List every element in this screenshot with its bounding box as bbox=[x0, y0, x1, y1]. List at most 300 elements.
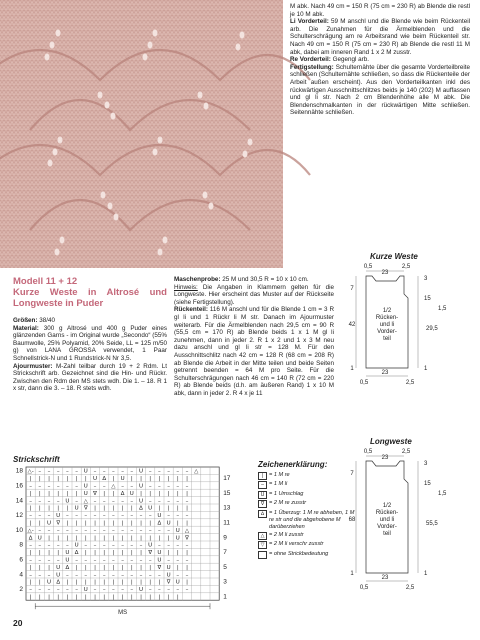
dim-right-c: 1,5 bbox=[438, 306, 447, 312]
chart-cell-symbol: – bbox=[185, 468, 189, 475]
schematic-center-label: Rücken- bbox=[375, 315, 399, 321]
probe-label: Maschenprobe: bbox=[174, 276, 221, 283]
chart-cell-symbol: | bbox=[66, 520, 69, 527]
chart-cell-symbol: – bbox=[158, 498, 161, 505]
chart-cell-symbol: ∇ bbox=[148, 550, 153, 557]
chart-cell-symbol: U bbox=[74, 542, 79, 549]
chart-cell-symbol: – bbox=[93, 483, 97, 490]
chart-cell-symbol: – bbox=[102, 498, 106, 505]
chart-cell-symbol: – bbox=[158, 572, 161, 579]
chart-cell-symbol: – bbox=[93, 542, 97, 549]
dim-bot-mid: 23 bbox=[381, 370, 389, 376]
chart-cell-symbol: | bbox=[112, 564, 115, 571]
chart-cell-symbol: | bbox=[94, 505, 96, 512]
chart-cell-symbol: – bbox=[47, 513, 51, 520]
chart-row-number-right: 17 bbox=[223, 475, 231, 483]
chart-cell-symbol: – bbox=[185, 587, 189, 594]
chart-cell-symbol: | bbox=[167, 505, 170, 512]
chart-cell-symbol: | bbox=[66, 476, 69, 483]
chart-cell-symbol: U bbox=[46, 579, 52, 586]
chart-cell-symbol: – bbox=[102, 542, 106, 549]
chart-cell-symbol: | bbox=[158, 505, 161, 512]
chart-cell-symbol: – bbox=[84, 572, 88, 579]
chart-cell-symbol: – bbox=[139, 527, 143, 534]
chart-cell-symbol: – bbox=[167, 513, 170, 520]
chart-cell-symbol: | bbox=[75, 520, 78, 527]
chart-cell-symbol: | bbox=[84, 564, 87, 571]
dim-top-right: 2,5 bbox=[401, 264, 411, 270]
para-hinweis bbox=[174, 284, 334, 307]
chart-cell-symbol: | bbox=[66, 490, 69, 497]
chart-cell-symbol: – bbox=[130, 587, 134, 594]
chart-cell-symbol: | bbox=[48, 550, 50, 557]
chart-row-number-right: 1 bbox=[223, 593, 227, 601]
dim-bot-right: 1 bbox=[424, 571, 428, 577]
chart-cell-symbol: | bbox=[130, 520, 133, 527]
para-rueckenteil bbox=[174, 306, 334, 397]
chart-cell-symbol: | bbox=[149, 535, 152, 542]
chart-cell-symbol: – bbox=[112, 542, 115, 549]
chart-cell-symbol: – bbox=[167, 498, 170, 505]
hinweis-text: Die Angaben in Klammern gelten für die Longweste. Hier erscheint das Muster auf der Rückseite (siehe Fertigstellung). bbox=[174, 283, 334, 306]
chart-cell-symbol: – bbox=[38, 468, 42, 475]
dim-right-b: 15 bbox=[424, 296, 431, 302]
schematic-kurze-weste-title: Kurze Weste bbox=[370, 252, 418, 261]
chart-cell-symbol: | bbox=[130, 476, 133, 483]
dim-right-c: 1,5 bbox=[438, 491, 447, 497]
chart-cell-symbol: U bbox=[46, 520, 52, 527]
schematic-center-label: 1/2 bbox=[382, 308, 392, 314]
chart-cell-symbol: – bbox=[102, 587, 106, 594]
chart-cell-symbol: – bbox=[158, 542, 161, 549]
chart-cell-symbol: | bbox=[48, 476, 50, 483]
chart-cell-symbol: | bbox=[48, 490, 50, 497]
chart-row-number-right: 3 bbox=[223, 578, 227, 586]
right-top-text bbox=[290, 3, 470, 117]
legend-symbol: ∆ bbox=[258, 510, 267, 518]
chart-cell-symbol: | bbox=[121, 550, 124, 557]
chart-cell-symbol: – bbox=[130, 498, 134, 505]
chart-cell-symbol: – bbox=[29, 542, 32, 549]
chart-cell-symbol: – bbox=[112, 527, 115, 534]
fertigstellung-label: Fertigstellung: bbox=[290, 63, 334, 71]
chart-cell-symbol: | bbox=[29, 564, 32, 571]
chart-cell-symbol: – bbox=[176, 498, 180, 505]
chart-cell-symbol: – bbox=[66, 483, 69, 490]
dim-top-mid: 23 bbox=[381, 270, 389, 276]
chart-cell-symbol: | bbox=[121, 579, 124, 586]
chart-cell-symbol: | bbox=[130, 550, 133, 557]
chart-cell-symbol: – bbox=[84, 557, 88, 564]
chart-cell-symbol: – bbox=[38, 542, 42, 549]
chart-cell-symbol: – bbox=[102, 572, 106, 579]
chart-cell-symbol: – bbox=[29, 587, 32, 594]
chart-cell-symbol: U bbox=[56, 572, 61, 579]
chart-cell-symbol: | bbox=[149, 520, 152, 527]
re-vorderteil-text: Gegengl arb. bbox=[330, 56, 369, 64]
chart-cell-symbol: | bbox=[112, 535, 115, 542]
chart-cell-symbol: U bbox=[83, 587, 88, 594]
chart-cell-symbol: – bbox=[38, 527, 42, 534]
chart-cell-symbol: | bbox=[38, 550, 41, 557]
chart-cell-symbol: △ bbox=[184, 527, 190, 534]
chart-cell-symbol: – bbox=[158, 587, 161, 594]
legend-symbol: | bbox=[258, 472, 267, 480]
ruecken-label: Rückenteil: bbox=[174, 306, 208, 314]
chart-cell-symbol: – bbox=[56, 483, 60, 490]
chart-cell-symbol: | bbox=[57, 594, 60, 601]
chart-cell-symbol: | bbox=[176, 564, 179, 571]
chart-cell-symbol: | bbox=[130, 594, 133, 601]
chart-cell-symbol: | bbox=[149, 579, 152, 586]
chart-cell-symbol: | bbox=[57, 550, 60, 557]
chart-cell-symbol: U bbox=[65, 550, 70, 557]
dim-left-small: 7 bbox=[350, 286, 354, 292]
dim-bot-a: 0,5 bbox=[359, 585, 369, 591]
chart-cell-symbol: U bbox=[138, 498, 144, 505]
chart-cell-symbol: – bbox=[148, 468, 152, 475]
chart-cell-symbol: | bbox=[38, 505, 41, 512]
model-title: Kurze Weste in Altrosé und Longweste in Puder bbox=[13, 287, 167, 309]
chart-cell-symbol: – bbox=[47, 542, 51, 549]
chart-cell-symbol: U bbox=[65, 557, 70, 564]
chart-cell-symbol: | bbox=[38, 564, 41, 571]
para-maschenprobe bbox=[174, 276, 334, 284]
chart-cell-symbol: – bbox=[139, 513, 143, 520]
chart-cell-symbol: U bbox=[157, 557, 162, 564]
chart-cell-symbol: | bbox=[158, 579, 161, 586]
chart-cell-symbol: | bbox=[186, 579, 188, 586]
model-heading: Modell 11 + 12 bbox=[13, 276, 78, 287]
hinweis-label: Hinweis: bbox=[174, 283, 198, 291]
chart-cell-symbol: | bbox=[48, 564, 50, 571]
chart-cell-symbol: △- bbox=[27, 527, 34, 534]
chart-cell-symbol: – bbox=[112, 498, 115, 505]
re-vorderteil-label: Re Vorderteil: bbox=[290, 56, 331, 64]
dim-bot-left: 1 bbox=[350, 366, 354, 372]
legend-symbol bbox=[258, 551, 267, 559]
chart-cell-symbol: | bbox=[29, 505, 32, 512]
legend-text: = 1 Umschlag bbox=[269, 490, 304, 497]
chart-cell-symbol: – bbox=[167, 587, 170, 594]
chart-cell-symbol: | bbox=[29, 490, 32, 497]
chart-cell-symbol: – bbox=[93, 557, 97, 564]
chart-cell-symbol: | bbox=[103, 594, 106, 601]
chart-cell-symbol: | bbox=[57, 490, 60, 497]
chart-cell-symbol: | bbox=[103, 505, 106, 512]
chart-cell-symbol: U bbox=[175, 535, 180, 542]
legend-text: = 1 M re bbox=[269, 472, 290, 478]
chart-cell-symbol: △- bbox=[27, 468, 34, 475]
chart-cell-symbol: | bbox=[66, 535, 69, 542]
chart-cell-symbol: – bbox=[56, 527, 60, 534]
dim-right-d: 55,5 bbox=[426, 521, 438, 527]
chart-cell-symbol: – bbox=[38, 513, 42, 520]
chart-cell-symbol: ∆ bbox=[139, 505, 143, 512]
dim-right-a: 3 bbox=[424, 461, 428, 467]
chart-cell-symbol: | bbox=[66, 579, 69, 586]
legend-symbol: ▽ bbox=[258, 541, 267, 549]
chart-cell-symbol: | bbox=[186, 490, 188, 497]
dim-bot-a: 0,5 bbox=[359, 380, 369, 386]
chart-cell-symbol: | bbox=[112, 550, 115, 557]
chart-row-number-right: 11 bbox=[223, 519, 230, 527]
chart-cell-symbol: | bbox=[149, 490, 152, 497]
chart-cell-symbol: – bbox=[112, 513, 115, 520]
chart-cell-symbol: – bbox=[130, 468, 134, 475]
chart-row-number-right: 9 bbox=[223, 534, 227, 542]
chart-cell-symbol: – bbox=[75, 483, 78, 490]
chart-cell-symbol: – bbox=[29, 513, 32, 520]
chart-cell-symbol: – bbox=[56, 468, 60, 475]
para-li-vorderteil bbox=[290, 18, 470, 56]
chart-cell-symbol: – bbox=[47, 527, 51, 534]
dim-left-big: 68 bbox=[348, 517, 356, 523]
chart-cell-symbol: – bbox=[75, 557, 78, 564]
chart-cell-symbol: – bbox=[66, 572, 69, 579]
chart-cell-symbol: – bbox=[167, 527, 170, 534]
chart-cell-symbol: – bbox=[148, 572, 152, 579]
chart-cell-symbol: U bbox=[148, 542, 153, 549]
page-number: 20 bbox=[13, 618, 23, 628]
chart-cell-symbol: | bbox=[121, 564, 124, 571]
model-info bbox=[13, 276, 167, 393]
fertigstellung-text: Schulternähte über die gesamte Vorderteilbreite schließen (Schulternähte schließen, so dass die Rückenteile der Arbeit außen erscheint). Aus den Vorderteilkanten inkl des rückwärtigen Ausschnittschlitzes beids je 140 (202) M auffassen und gl li str. Nach 2 cm Blendenhöhe alle M abk. Die Blendenschmalkanten in der rückwärtigen Mitte schließen. Seitennähte schließen. bbox=[290, 63, 470, 117]
chart-cell-symbol: | bbox=[121, 594, 124, 601]
chart-cell-symbol: △ bbox=[194, 468, 199, 475]
para-material bbox=[13, 325, 167, 363]
legend-title: Zeichenerklärung: bbox=[258, 460, 328, 469]
chart-cell-symbol: U bbox=[157, 550, 162, 557]
chart-cell-symbol: U bbox=[138, 468, 144, 475]
chart-cell-symbol: | bbox=[176, 490, 179, 497]
chart-cell-symbol: | bbox=[48, 535, 50, 542]
legend-symbol: U bbox=[258, 491, 267, 499]
chart-cell-symbol: | bbox=[112, 579, 115, 586]
chart-cell-symbol: – bbox=[56, 542, 60, 549]
dim-bot-right: 1 bbox=[424, 366, 428, 372]
schematic-center-label: Vorder- bbox=[377, 524, 397, 530]
chart-cell-symbol: | bbox=[94, 535, 96, 542]
chart-cell-symbol: | bbox=[66, 505, 69, 512]
chart-cell-symbol: – bbox=[66, 587, 69, 594]
chart-cell-symbol: U bbox=[166, 564, 171, 571]
chart-cell-symbol: – bbox=[29, 498, 32, 505]
chart-cell-symbol: ∇ bbox=[157, 564, 162, 571]
chart-cell-symbol: – bbox=[29, 557, 32, 564]
chart-row-number-right: 7 bbox=[223, 549, 227, 557]
chart-cell-symbol: | bbox=[57, 535, 60, 542]
chart-cell-symbol: – bbox=[47, 498, 51, 505]
para-re-vorderteil bbox=[290, 56, 470, 64]
chart-cell-symbol: – bbox=[167, 468, 170, 475]
legend-text: = 2 M li zusstr bbox=[269, 531, 304, 538]
chart-cell-symbol: | bbox=[94, 579, 96, 586]
chart-cell-symbol: – bbox=[29, 572, 32, 579]
chart-cell-symbol: | bbox=[75, 594, 78, 601]
chart-cell-symbol: | bbox=[103, 490, 106, 497]
chart-cell-symbol: – bbox=[121, 513, 124, 520]
chart-cell-symbol: ∇ bbox=[83, 505, 88, 512]
chart-cell-symbol: – bbox=[75, 468, 78, 475]
legend-text: = 2 M re zusstr bbox=[269, 500, 307, 507]
ruecken-text: 116 M anschl und für die Blende 1 cm = 3 R gl li und 1 Rückr li M str. Danach im Ajourmuster weiterarb. Für die Ärmelblenden nach 29,5 cm = 90 R (55,5 cm = 170 R) ab Blende beids 1 x 1 M gl li zunehmen, dann in jeder 2. R 1 x 2 und 1 x 3 M neu dazu anschl und gl li str = 128 M. Für den Ausschnittschlitz nach 42 cm = 128 R (68 cm = 208 R) ab Blende die Arbeit in der Mitte teilen und beide Seiten getrennt beenden = 64 M pro Seite. Für die Schulterschrägungen nach 46 cm = 140 R (72 cm = 220 R) ab Blende beids (d.h. am äußeren Rand) 1 x 10 M abk, dann in jeder 2. R 4 x je 11 bbox=[174, 306, 334, 397]
chart-cell-symbol: | bbox=[176, 505, 179, 512]
dim-top-mid: 23 bbox=[381, 455, 389, 461]
chart-cell-symbol: – bbox=[93, 572, 97, 579]
dim-bot-b: 2,5 bbox=[405, 380, 415, 386]
chart-cell-symbol: – bbox=[176, 572, 180, 579]
chart-cell-symbol: | bbox=[186, 550, 188, 557]
chart-cell-symbol: | bbox=[186, 520, 188, 527]
dim-top-left: 0,5 bbox=[363, 449, 373, 455]
chart-cell-symbol: | bbox=[186, 505, 188, 512]
chart-cell-symbol: △ bbox=[83, 498, 88, 505]
schematic-center-label: und li bbox=[379, 517, 395, 523]
chart-cell-symbol: U bbox=[83, 483, 88, 490]
chart-row-number-right: 15 bbox=[223, 489, 231, 497]
chart-cell-symbol: – bbox=[185, 557, 189, 564]
chart-cell-symbol: | bbox=[103, 564, 106, 571]
chart-cell-symbol: – bbox=[38, 587, 42, 594]
chart-row-number-left: 12 bbox=[15, 512, 23, 520]
chart-cell-symbol: | bbox=[38, 476, 41, 483]
li-vorderteil-label: Li Vorderteil: bbox=[290, 18, 329, 26]
chart-cell-symbol: | bbox=[48, 594, 50, 601]
chart-cell-symbol: – bbox=[148, 587, 152, 594]
chart-cell-symbol: | bbox=[84, 579, 87, 586]
dim-top-left: 0,5 bbox=[363, 264, 373, 270]
chart-cell-symbol: | bbox=[176, 520, 179, 527]
chart-cell-symbol: – bbox=[102, 557, 106, 564]
chart-cell-symbol: | bbox=[84, 476, 87, 483]
dim-bot-left: 1 bbox=[350, 571, 354, 577]
chart-cell-symbol: – bbox=[176, 513, 180, 520]
chart-cell-symbol: – bbox=[66, 527, 69, 534]
chart-cell-symbol: | bbox=[167, 476, 170, 483]
chart-row-number-right: 5 bbox=[223, 563, 227, 571]
chart-cell-symbol: | bbox=[130, 564, 133, 571]
chart-cell-symbol: | bbox=[140, 476, 142, 483]
chart-cell-symbol: – bbox=[47, 572, 51, 579]
chart-cell-symbol: | bbox=[103, 535, 106, 542]
schematic-center-label: und li bbox=[379, 322, 395, 328]
chart-cell-symbol: – bbox=[56, 557, 60, 564]
chart-cell-symbol: – bbox=[158, 527, 161, 534]
chart-cell-symbol: – bbox=[130, 513, 134, 520]
dim-left-big: 42 bbox=[348, 322, 356, 328]
chart-cell-symbol: – bbox=[167, 557, 170, 564]
chart-cell-symbol: U bbox=[74, 505, 79, 512]
chart-cell-symbol: | bbox=[84, 550, 87, 557]
para-fertigstellung bbox=[290, 64, 470, 117]
middle-text bbox=[174, 276, 334, 398]
chart-cell-symbol: | bbox=[57, 505, 60, 512]
chart-cell-symbol: – bbox=[102, 468, 106, 475]
chart-cell-symbol: | bbox=[130, 505, 133, 512]
chart-cell-symbol: – bbox=[29, 483, 32, 490]
chart-cell-symbol: | bbox=[140, 579, 142, 586]
legend-text: = 1 M li bbox=[269, 481, 288, 488]
chart-cell-symbol: | bbox=[84, 594, 87, 601]
chart-cell-symbol: – bbox=[176, 468, 180, 475]
chart-cell-symbol: | bbox=[158, 490, 161, 497]
legend-text: = 1 Überzug: 1 M re abheben, 1 M re str und die abgehobene M darüberziehen bbox=[269, 509, 355, 530]
chart-cell-symbol: – bbox=[130, 557, 134, 564]
chart-cell-symbol: – bbox=[56, 587, 60, 594]
ajour-label: Ajourmuster: bbox=[13, 362, 53, 370]
groesse-text: 38/40 bbox=[37, 317, 56, 324]
chart-cell-symbol: – bbox=[84, 513, 88, 520]
chart-cell-symbol: | bbox=[38, 594, 41, 601]
chart-cell-symbol: – bbox=[112, 587, 115, 594]
chart-cell-symbol: | bbox=[121, 505, 124, 512]
chart-cell-symbol: | bbox=[158, 476, 161, 483]
ajour-text: M-Zahl teilbar durch 19 + 2 Rdm. Lt Strickschrift arb. Gezeichnet sind die Hin- und Rückr. Zwischen den Rdm den MS stets wdh. Die 1. – 18. R 1 x str, dann die 3. – 18. R stets wdh. bbox=[13, 362, 167, 393]
chart-cell-symbol: | bbox=[75, 490, 78, 497]
chart-cell-symbol: | bbox=[29, 520, 32, 527]
chart-cell-symbol: | bbox=[167, 490, 170, 497]
chart-cell-symbol: – bbox=[93, 587, 97, 594]
chart-cell-symbol: | bbox=[57, 476, 60, 483]
chart-cell-symbol: – bbox=[47, 468, 51, 475]
chart-cell-symbol: | bbox=[176, 550, 179, 557]
chart-cell-symbol: ∆ bbox=[28, 535, 33, 542]
chart-cell-symbol: – bbox=[139, 572, 143, 579]
chart-cell-symbol: U bbox=[83, 468, 88, 475]
chart-cell-symbol: | bbox=[29, 476, 32, 483]
chart-cell-symbol: | bbox=[84, 520, 87, 527]
chart-cell-symbol: – bbox=[121, 468, 124, 475]
chart-cell-symbol: | bbox=[38, 579, 41, 586]
chart-cell-symbol: – bbox=[121, 572, 124, 579]
chart-cell-symbol: U bbox=[56, 564, 61, 571]
chart-cell-symbol: – bbox=[148, 513, 152, 520]
chart-cell-symbol: | bbox=[103, 579, 106, 586]
dim-bot-mid: 23 bbox=[381, 575, 389, 581]
chart-cell-symbol: ∆ bbox=[102, 476, 107, 483]
chart-cell-symbol: | bbox=[94, 564, 96, 571]
chart-cell-symbol: | bbox=[140, 550, 142, 557]
chart-cell-symbol: – bbox=[102, 483, 106, 490]
chart-cell-symbol: | bbox=[29, 579, 32, 586]
dim-left-small: 7 bbox=[350, 471, 354, 477]
chart-cell-symbol: – bbox=[121, 542, 124, 549]
chart-cell-symbol: – bbox=[93, 498, 97, 505]
chart-cell-symbol: – bbox=[121, 527, 124, 534]
material-text: 300 g Altrosé und 400 g Puder eines glänzenden Garns - im Original wurde „Secondo“ (55% Baumwolle, 25% Polyamid, 20% Seide, LL = 125 m/50 g) von LANA GROSSA verwendet, 1 Paar Schnellstrick-N und 1 Rundstrick-N Nr 3,5. bbox=[13, 324, 167, 362]
chart-cell-symbol: – bbox=[185, 572, 189, 579]
chart-cell-symbol: | bbox=[112, 505, 115, 512]
chart-cell-symbol: – bbox=[185, 483, 189, 490]
chart-cell-symbol: | bbox=[140, 594, 142, 601]
chart-row-number-left: 8 bbox=[19, 541, 23, 549]
chart-cell-symbol: | bbox=[112, 476, 115, 483]
chart-cell-symbol: | bbox=[149, 564, 152, 571]
chart-cell-symbol: ∇ bbox=[185, 535, 189, 542]
chart-cell-symbol: | bbox=[158, 535, 161, 542]
chart-cell-symbol: | bbox=[94, 594, 96, 601]
chart-cell-symbol: – bbox=[158, 483, 161, 490]
chart-cell-symbol: – bbox=[112, 468, 115, 475]
legend-text: = ohne Strickbedeutung bbox=[269, 550, 329, 557]
chart-cell-symbol: – bbox=[158, 468, 161, 475]
chart-cell-symbol: | bbox=[38, 490, 41, 497]
chart-cell-symbol: – bbox=[56, 498, 60, 505]
dim-top-right: 2,5 bbox=[401, 449, 411, 455]
chart-cell-symbol: – bbox=[75, 527, 78, 534]
chart-row-number-left: 16 bbox=[15, 482, 23, 490]
